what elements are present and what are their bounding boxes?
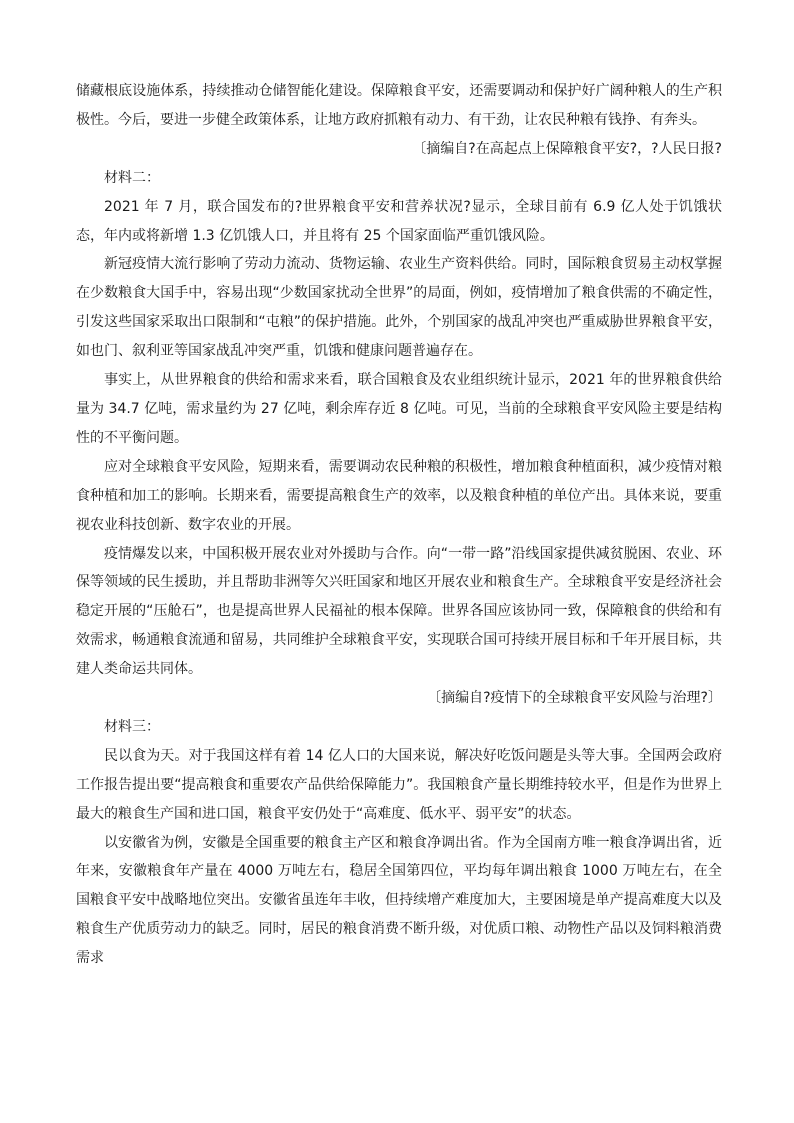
paragraph-supply-demand: 事实上，从世界粮食的供给和需求来看，联合国粮食及农业组织统计显示，2021 年的世界粮食供给量为 34.7 亿吨，需求量约为 27 亿吨，剩余库存近 8 亿吨。可见，当前的全球粮食平安风险主要是结构性的不平衡问题。 xyxy=(76,372,722,446)
paragraph-response: 应对全球粮食平安风险，短期来看，需要调动农民种粮的积极性，增加粮食种植面积，减少疫情对粮食种植和加工的影响。长期来看，需要提高粮食生产的效率，以及粮食种植的单位产出。具体来说，要重视农业科技创新、数字农业的开展。 xyxy=(76,458,722,533)
paragraph-un-report: 2021 年 7 月，联合国发布的?世界粮食平安和营养状况?显示，全球目前有 6.9 亿人处于饥饿状态，年内或将新增 1.3 亿饥饿人口，并且将有 25 个国家面临严重饥饿风险。 xyxy=(76,198,722,244)
source-citation-1: 〔摘编自?在高起点上保障粮食平安?，?人民日报? xyxy=(412,140,722,157)
document-body xyxy=(76,77,722,973)
source-citation-2: 〔摘编自?疫情下的全球粮食平安风险与治理?〕 xyxy=(427,690,722,707)
paragraph-china-cooperation: 疫情爆发以来，中国积极开展农业对外援助与合作。向“一带一路”沿线国家提供减贫脱困、农业、环保等领域的民生援助，并且帮助非洲等欠兴旺国家和地区开展农业和粮食生产。全球粮食平安是经济社会稳定开展的“压舱石”，也是提高世界人民福祉的根本保障。世界各国应该协同一致，保障粮食的供给和有效需求，畅通粮食流通和留易，共同维护全球粮食平安，实现联合国可持续开展目标和千年开展目标，共建人类命运共同体。 xyxy=(76,545,722,678)
paragraph-storage: 储藏根底设施体系，持续推动仓储智能化建设。保障粮食平安，还需要调动和保护好广阔种粮人的生产积极性。今后，要进一步健全政策体系，让地方政府抓粮有动力、有干劲，让农民种粮有钱挣、有奔头。 xyxy=(76,83,722,128)
paragraph-pandemic-impact: 新冠疫情大流行影响了劳动力流动、货物运输、农业生产资料供给。同时，国际粮食贸易主动权掌握在少数粮食大国手中，容易出现“少数国家扰动全世界”的局面，例如，疫情增加了粮食供需的不确定性，引发这些国家采取出口限制和“屯粮”的保护措施。此外，个别国家的战乱冲突也严重威胁世界粮食平安，如也门、叙利亚等国家战乱冲突严重，饥饿和健康问题普遍存在。 xyxy=(76,256,722,360)
paragraph-food-security-china: 民以食为天。对于我国这样有着 14 亿人口的大国来说，解决好吃饭问题是头等大事。全国两会政府工作报告提出要“提高粮食和重要农产品供给保障能力”。我国粮食产量长期维持较水平，但是作为世界上最大的粮食生产国和进口国，粮食平安仍处于“高难度、低水平、弱平安”的状态。 xyxy=(76,747,722,822)
section-heading-material-3: 材料三： xyxy=(104,718,160,735)
paragraph-anhui-example: 以安徽省为例，安徽是全国重要的粮食主产区和粮食净调出省。作为全国南方唯一粮食净调出省，近年来，安徽粮食年产量在 4000 万吨左右，稳居全国第四位，平均每年调出粮食 1000 万吨左右，在全国粮食平安中战略地位突出。安徽省虽连年丰收，但持续增产难度加大，主要困境是单产提高难度大以及粮食生产优质劳动力的缺乏。同时，居民的粮食消费不断升级，对优质口粮、动物性产品以及饲料粮消费需求 xyxy=(76,834,722,967)
section-heading-material-2: 材料二： xyxy=(104,169,160,186)
